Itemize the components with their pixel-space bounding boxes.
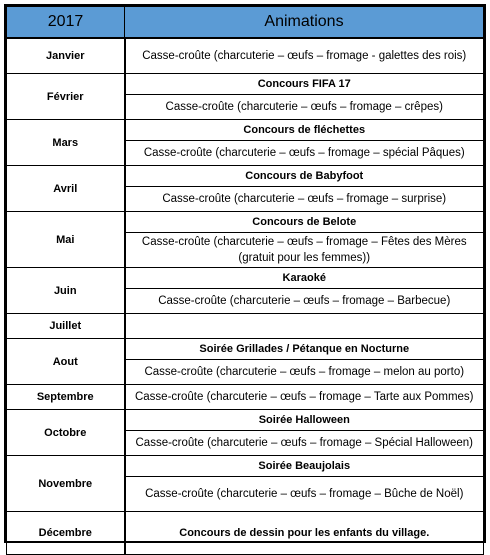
month-cell: Septembre (7, 385, 125, 410)
table-row-event (7, 74, 484, 95)
detail-cell: Casse-croûte (charcuterie – œufs – fromage – crêpes) (125, 95, 484, 120)
detail-cell: Casse-croûte (charcuterie – œufs – fromage – surprise) (125, 187, 484, 212)
event-cell: Soirée Beaujolais (125, 456, 484, 477)
month-cell: Mars (7, 120, 125, 166)
detail-cell: Casse-croûte (charcuterie – œufs – fromage – Tarte aux Pommes) (125, 385, 484, 410)
table-row-event (7, 120, 484, 141)
table-row-event (7, 212, 484, 233)
detail-cell: Casse-croûte (charcuterie – œufs – fromage – spécial Pâques) (125, 141, 484, 166)
table-row (7, 38, 484, 74)
month-cell: Juillet (7, 314, 125, 339)
event-cell: Karaoké (125, 268, 484, 289)
event-cell: Soirée Halloween (125, 410, 484, 431)
year-header: 2017 (7, 7, 125, 39)
event-cell: Concours de dessin pour les enfants du village. (125, 512, 484, 555)
month-cell: Octobre (7, 410, 125, 456)
detail-cell: Casse-croûte (charcuterie – œufs – fromage – Fêtes des Mères (gratuit pour les femmes)) (125, 233, 484, 268)
table-row-event (7, 410, 484, 431)
table-row-event (7, 339, 484, 360)
animations-table-sheet (4, 4, 486, 543)
detail-cell: Casse-croûte (charcuterie – œufs – fromage – Spécial Halloween) (125, 431, 484, 456)
table-row-event (7, 268, 484, 289)
month-cell: Janvier (7, 38, 125, 74)
month-cell: Décembre (7, 512, 125, 555)
table-row-event (7, 456, 484, 477)
event-cell: Concours de Belote (125, 212, 484, 233)
month-cell: Aout (7, 339, 125, 385)
month-cell: Juin (7, 268, 125, 314)
event-cell: Soirée Grillades / Pétanque en Nocturne (125, 339, 484, 360)
detail-cell: Casse-croûte (charcuterie – œufs – fromage – melon au porto) (125, 360, 484, 385)
detail-cell: Casse-croûte (charcuterie – œufs – fromage – Bûche de Noël) (125, 477, 484, 512)
detail-cell-empty (125, 314, 484, 339)
month-cell: Novembre (7, 456, 125, 512)
detail-cell: Casse-croûte (charcuterie – œufs – fromage - galettes des rois) (125, 38, 484, 74)
animations-table (6, 6, 484, 555)
animations-header: Animations (125, 7, 484, 39)
event-cell: Concours FIFA 17 (125, 74, 484, 95)
table-row-event (7, 166, 484, 187)
table-row (7, 314, 484, 339)
month-cell: Février (7, 74, 125, 120)
month-cell: Mai (7, 212, 125, 268)
event-cell: Concours de Babyfoot (125, 166, 484, 187)
table-row (7, 385, 484, 410)
table-row (7, 512, 484, 555)
event-cell: Concours de fléchettes (125, 120, 484, 141)
table-header-row (7, 7, 484, 39)
month-cell: Avril (7, 166, 125, 212)
detail-cell: Casse-croûte (charcuterie – œufs – fromage – Barbecue) (125, 289, 484, 314)
